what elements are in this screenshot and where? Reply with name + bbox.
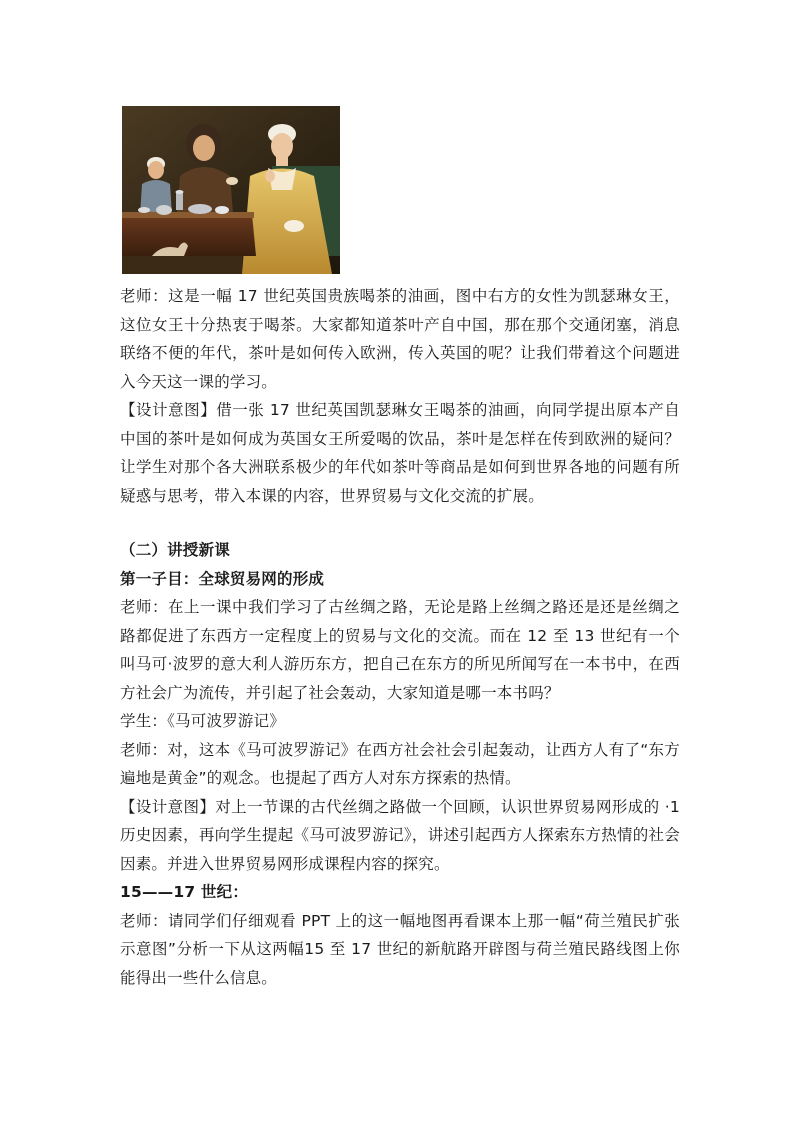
lecture-section	[120, 536, 680, 992]
subsection-heading: 第一子目：全球贸易网的形成	[120, 569, 325, 588]
design-intent-paragraph-2: 【设计意图】对上一节课的古代丝绸之路做一个回顾，认识世界贸易网形成的 ·1 历史因素，再向学生提起《马可波罗游记》，讲述引起西方人探索东方热情的社会因素。并进入世界贸易网形成课程内容的探究。	[120, 797, 680, 873]
intro-section	[120, 282, 680, 510]
section-heading: （二）讲授新课	[120, 541, 230, 559]
period-heading: 15——17 世纪：	[120, 883, 249, 901]
oil-painting-image	[122, 106, 340, 274]
teacher-paragraph-4: 老师：请同学们仔细观看 PPT 上的这一幅地图再看课本上那一幅“荷兰殖民扩张示意图”分析一下从这两幅15 至 17 世纪的新航路开辟图与荷兰殖民路线图上你能得出一些什么信息。	[120, 911, 680, 987]
teacher-paragraph-1: 老师：这是一幅 17 世纪英国贵族喝茶的油画，图中右方的女性为凯瑟琳女王，这位女王十分热衷于喝茶。大家都知道茶叶产自中国，那在那个交通闭塞，消息联络不便的年代，茶叶是如何传入欧洲，传入英国的呢？让我们带着这个问题进入今天这一课的学习。	[120, 287, 680, 391]
student-answer-paragraph: 学生：《马可波罗游记》	[120, 712, 285, 730]
tea-party-painting-illustration	[122, 106, 340, 274]
teacher-paragraph-2: 老师：在上一课中我们学习了古丝绸之路，无论是路上丝绸之路还是还是丝绸之路都促进了东西方一定程度上的贸易与文化的交流。而在 12 至 13 世纪有一个叫马可·波罗的意大利人游历东方，把自己在东方的所见所闻写在一本书中，在西方社会广为流传，并引起了社会轰动，大家知道是哪一本书吗？	[120, 598, 680, 702]
teacher-paragraph-3: 老师：对，这本《马可波罗游记》在西方社会社会引起轰动，让西方人有了“东方遍地是黄金”的观念。也提起了西方人对东方探索的热情。	[120, 740, 680, 787]
design-intent-paragraph-1: 【设计意图】借一张 17 世纪英国凯瑟琳女王喝茶的油画，向同学提出原本产自中国的茶叶是如何成为英国女王所爱喝的饮品，茶叶是怎样在传到欧洲的疑问？让学生对那个各大洲联系极少的年代如茶叶等商品是如何到世界各地的问题有所疑惑与思考，带入本课的内容，世界贸易与文化交流的扩展。	[120, 401, 680, 505]
